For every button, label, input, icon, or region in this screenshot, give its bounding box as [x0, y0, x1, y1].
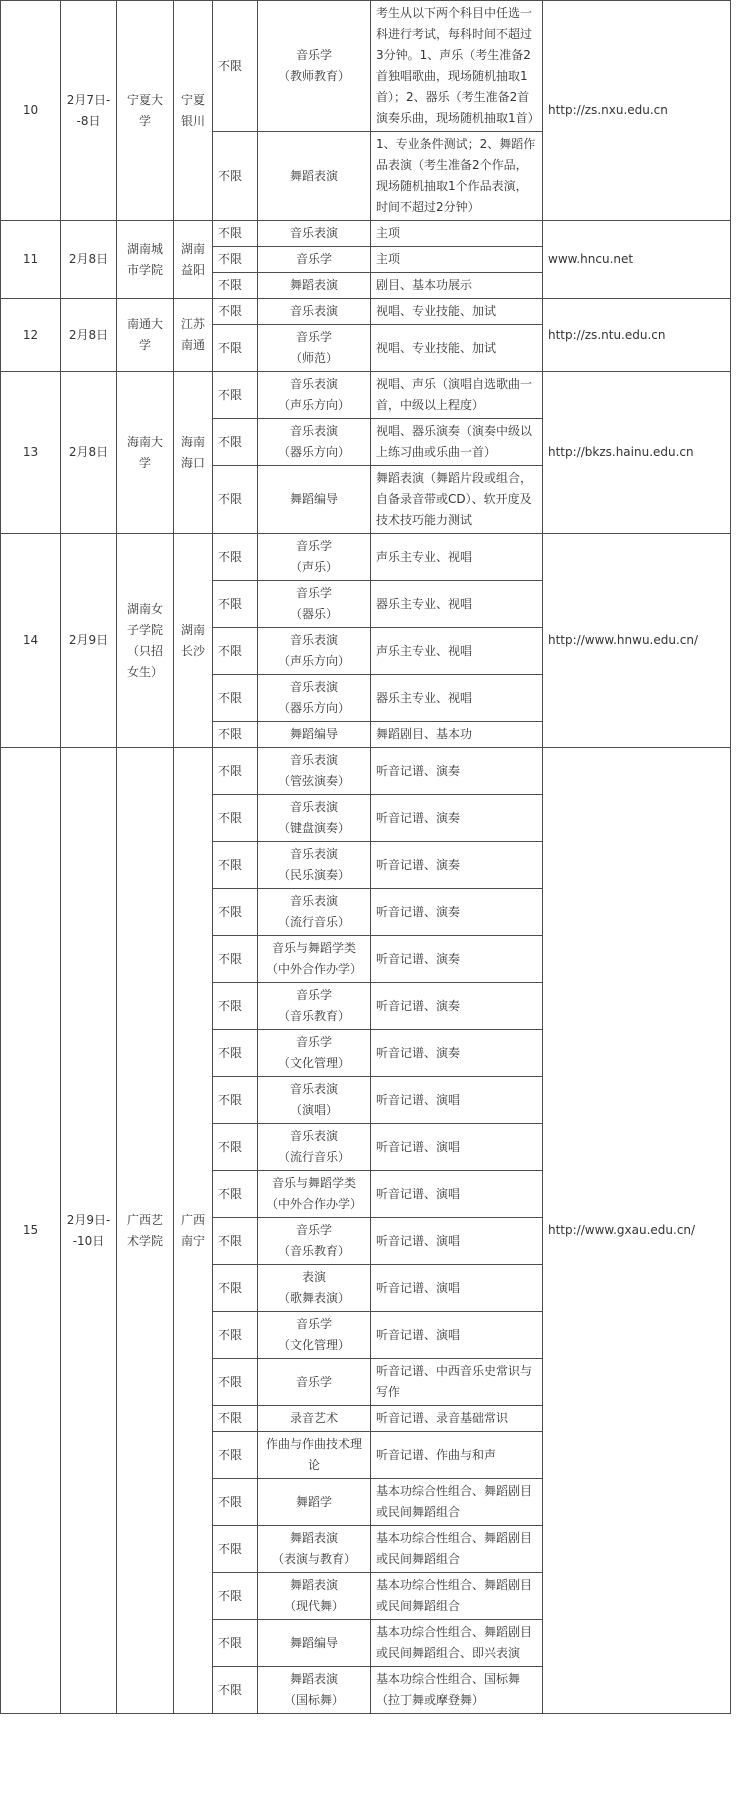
major-name: [258, 722, 371, 748]
exam-requirement: 舞蹈表演（舞蹈片段或组合，自备录音带或CD）、软开度及技术技巧能力测试: [371, 466, 543, 534]
major-line: （中外合作办学）: [265, 962, 362, 976]
major-name: [258, 534, 371, 581]
exam-date: 2月7日--8日: [61, 1, 117, 221]
major-line: （流行音乐）: [277, 1150, 350, 1164]
gender-limit: 不限: [213, 1, 258, 132]
major-line: 音乐学: [295, 586, 332, 600]
gender-limit: 不限: [213, 842, 258, 889]
gender-limit: 不限: [213, 1620, 258, 1667]
major-name: [258, 1124, 371, 1171]
major-name: [258, 581, 371, 628]
exam-requirement: 主项: [371, 247, 543, 273]
school-number: 12: [1, 299, 61, 372]
major-line: 音乐学: [295, 1374, 332, 1389]
exam-requirement: 听音记谱、录音基础常识: [371, 1406, 543, 1432]
school-website: http://bkzs.hainu.edu.cn: [543, 372, 731, 534]
major-line: 音乐学: [295, 988, 332, 1002]
major-line: （教师教育）: [277, 69, 350, 83]
exam-requirement: 听音记谱、作曲与和声: [371, 1432, 543, 1479]
exam-requirement: 听音记谱、演唱: [371, 1171, 543, 1218]
major-name: [258, 132, 371, 221]
school-name: 宁夏大学: [117, 1, 174, 221]
gender-limit: 不限: [213, 936, 258, 983]
exam-requirement: 听音记谱、演唱: [371, 1077, 543, 1124]
school-website: http://www.hnwu.edu.cn/: [543, 534, 731, 748]
exam-requirement: 听音记谱、中西音乐史常识与写作: [371, 1359, 543, 1406]
major-name: [258, 466, 371, 534]
gender-limit: 不限: [213, 1667, 258, 1714]
major-name: [258, 1573, 371, 1620]
major-line: （器乐）: [289, 607, 338, 621]
major-line: 音乐学: [295, 252, 332, 266]
major-name: [258, 247, 371, 273]
major-line: （歌舞表演）: [277, 1291, 350, 1305]
gender-limit: 不限: [213, 1218, 258, 1265]
major-line: （声乐方向）: [277, 654, 350, 668]
exam-requirement: 基本功综合性组合、舞蹈剧目或民间舞蹈组合: [371, 1526, 543, 1573]
major-line: 音乐表演: [289, 377, 338, 391]
major-name: [258, 1620, 371, 1667]
major-line: 音乐表演: [289, 847, 338, 861]
exam-date: 2月9日--10日: [61, 748, 117, 1714]
exam-requirement: 器乐主专业、视唱: [371, 675, 543, 722]
school-number: 13: [1, 372, 61, 534]
school-location: 宁夏银川: [174, 1, 213, 221]
major-line: （音乐教育）: [277, 1009, 350, 1023]
exam-requirement: 声乐主专业、视唱: [371, 534, 543, 581]
major-line: 音乐表演: [289, 1082, 338, 1096]
school-location: 广西南宁: [174, 748, 213, 1714]
major-line: 音乐表演: [289, 800, 338, 814]
major-name: [258, 936, 371, 983]
major-line: （文化管理）: [277, 1338, 350, 1352]
gender-limit: 不限: [213, 1573, 258, 1620]
major-name: [258, 419, 371, 466]
gender-limit: 不限: [213, 1359, 258, 1406]
major-name: [258, 983, 371, 1030]
gender-limit: 不限: [213, 722, 258, 748]
gender-limit: 不限: [213, 889, 258, 936]
major-line: （国标舞）: [283, 1693, 344, 1707]
gender-limit: 不限: [213, 1030, 258, 1077]
table-row: [1, 748, 731, 795]
exam-requirement: 基本功综合性组合、国标舞（拉丁舞或摩登舞）: [371, 1667, 543, 1714]
major-name: [258, 299, 371, 325]
school-name: 广西艺术学院: [117, 748, 174, 1714]
gender-limit: 不限: [213, 675, 258, 722]
major-name: [258, 1030, 371, 1077]
exam-requirement: 听音记谱、演奏: [371, 889, 543, 936]
table-row: [1, 534, 731, 581]
major-name: [258, 1667, 371, 1714]
major-line: 音乐表演: [289, 753, 338, 767]
major-line: （流行音乐）: [277, 915, 350, 929]
exam-requirement: 主项: [371, 221, 543, 247]
gender-limit: 不限: [213, 1312, 258, 1359]
school-name: 湖南女子学院（只招女生）: [117, 534, 174, 748]
gender-limit: 不限: [213, 1432, 258, 1479]
exam-requirement: 声乐主专业、视唱: [371, 628, 543, 675]
exam-requirement: 听音记谱、演奏: [371, 748, 543, 795]
exam-requirement: 基本功综合性组合、舞蹈剧目或民间舞蹈组合: [371, 1479, 543, 1526]
major-name: [258, 795, 371, 842]
major-line: （表演与教育）: [271, 1552, 356, 1566]
major-name: [258, 1359, 371, 1406]
gender-limit: 不限: [213, 1077, 258, 1124]
school-number: 10: [1, 1, 61, 221]
gender-limit: 不限: [213, 325, 258, 372]
major-name: [258, 1406, 371, 1432]
gender-limit: 不限: [213, 273, 258, 299]
major-name: [258, 221, 371, 247]
exam-requirement: 听音记谱、演唱: [371, 1218, 543, 1265]
major-line: （器乐方向）: [277, 701, 350, 715]
major-line: （管弦演奏）: [277, 774, 350, 788]
gender-limit: 不限: [213, 1526, 258, 1573]
exam-requirement: 听音记谱、演奏: [371, 936, 543, 983]
school-number: 14: [1, 534, 61, 748]
table-row: [1, 372, 731, 419]
major-name: [258, 273, 371, 299]
exam-requirement: 视唱、专业技能、加试: [371, 325, 543, 372]
exam-requirement: 听音记谱、演唱: [371, 1124, 543, 1171]
major-line: 录音艺术: [289, 1411, 338, 1425]
gender-limit: 不限: [213, 748, 258, 795]
major-line: 舞蹈学: [295, 1494, 332, 1509]
exam-table-body: [1, 1, 731, 1714]
gender-limit: 不限: [213, 221, 258, 247]
major-line: 音乐与舞蹈学类: [271, 941, 356, 955]
gender-limit: 不限: [213, 1406, 258, 1432]
major-line: 音乐与舞蹈学类: [271, 1176, 356, 1190]
major-line: 舞蹈编导: [289, 727, 338, 741]
major-line: 舞蹈表演: [289, 1531, 338, 1545]
major-line: （键盘演奏）: [277, 821, 350, 835]
major-line: （器乐方向）: [277, 445, 350, 459]
major-name: [258, 889, 371, 936]
major-line: （声乐方向）: [277, 398, 350, 412]
school-number: 11: [1, 221, 61, 299]
exam-date: 2月8日: [61, 299, 117, 372]
major-line: 音乐表演: [289, 680, 338, 694]
exam-requirement: 听音记谱、演唱: [371, 1312, 543, 1359]
exam-requirement: 听音记谱、演奏: [371, 795, 543, 842]
gender-limit: 不限: [213, 1479, 258, 1526]
major-name: [258, 325, 371, 372]
major-name: [258, 1, 371, 132]
school-website: http://zs.ntu.edu.cn: [543, 299, 731, 372]
exam-requirement: 听音记谱、演奏: [371, 983, 543, 1030]
exam-requirement: 剧目、基本功展示: [371, 273, 543, 299]
gender-limit: 不限: [213, 1124, 258, 1171]
major-name: [258, 1312, 371, 1359]
gender-limit: 不限: [213, 983, 258, 1030]
major-name: [258, 1077, 371, 1124]
gender-limit: 不限: [213, 1265, 258, 1312]
exam-requirement: 考生从以下两个科目中任选一科进行考试，每科时间不超过3分钟。1、声乐（考生准备2首独唱歌曲，现场随机抽取1首）；2、器乐（考生准备2首演奏乐曲，现场随机抽取1首）: [371, 1, 543, 132]
exam-requirement: 舞蹈剧目、基本功: [371, 722, 543, 748]
gender-limit: 不限: [213, 628, 258, 675]
major-name: [258, 748, 371, 795]
gender-limit: 不限: [213, 372, 258, 419]
exam-requirement: 器乐主专业、视唱: [371, 581, 543, 628]
major-name: [258, 675, 371, 722]
exam-requirement: 听音记谱、演奏: [371, 842, 543, 889]
exam-requirement: 视唱、声乐（演唱自选歌曲一首，中级以上程度）: [371, 372, 543, 419]
school-location: 江苏南通: [174, 299, 213, 372]
major-line: 音乐表演: [289, 633, 338, 647]
major-line: 舞蹈编导: [289, 492, 338, 506]
major-line: 音乐表演: [289, 424, 338, 438]
major-line: 音乐学: [295, 330, 332, 344]
major-line: 舞蹈表演: [289, 278, 338, 292]
exam-date: 2月9日: [61, 534, 117, 748]
major-line: 舞蹈编导: [289, 1635, 338, 1650]
school-location: 海南海口: [174, 372, 213, 534]
major-line: （现代舞）: [283, 1599, 344, 1613]
major-line: 音乐学: [295, 1317, 332, 1331]
exam-requirement: 1、专业条件测试；2、舞蹈作品表演（考生准备2个作品，现场随机抽取1个作品表演，时间不超过2分钟）: [371, 132, 543, 221]
major-name: [258, 1265, 371, 1312]
gender-limit: 不限: [213, 419, 258, 466]
major-name: [258, 628, 371, 675]
school-website: http://www.gxau.edu.cn/: [543, 748, 731, 1714]
major-name: [258, 842, 371, 889]
gender-limit: 不限: [213, 466, 258, 534]
table-row: [1, 1, 731, 132]
table-row: [1, 299, 731, 325]
major-line: （民乐演奏）: [277, 868, 350, 882]
gender-limit: 不限: [213, 581, 258, 628]
gender-limit: 不限: [213, 1171, 258, 1218]
major-line: 舞蹈表演: [289, 1672, 338, 1686]
major-line: 音乐表演: [289, 226, 338, 240]
exam-requirement: 基本功综合性组合、舞蹈剧目或民间舞蹈组合: [371, 1573, 543, 1620]
major-line: 音乐表演: [289, 304, 338, 318]
major-line: （师范）: [289, 351, 338, 365]
exam-requirement: 基本功综合性组合、舞蹈剧目或民间舞蹈组合、即兴表演: [371, 1620, 543, 1667]
school-name: 南通大学: [117, 299, 174, 372]
major-line: 音乐学: [295, 48, 332, 62]
major-line: （演唱）: [289, 1103, 338, 1117]
major-name: [258, 1479, 371, 1526]
school-location: 湖南益阳: [174, 221, 213, 299]
major-name: [258, 1432, 371, 1479]
gender-limit: 不限: [213, 795, 258, 842]
major-line: 音乐表演: [289, 894, 338, 908]
major-line: 音乐表演: [289, 1129, 338, 1143]
major-name: [258, 1526, 371, 1573]
exam-requirement: 听音记谱、演唱: [371, 1265, 543, 1312]
exam-requirement: 视唱、器乐演奏（演奏中级以上练习曲或乐曲一首）: [371, 419, 543, 466]
major-line: （中外合作办学）: [265, 1197, 362, 1211]
school-number: 15: [1, 748, 61, 1714]
exam-requirement: 视唱、专业技能、加试: [371, 299, 543, 325]
major-name: [258, 372, 371, 419]
school-website: www.hncu.net: [543, 221, 731, 299]
school-name: 海南大学: [117, 372, 174, 534]
school-name: 湖南城市学院: [117, 221, 174, 299]
major-line: （音乐教育）: [277, 1244, 350, 1258]
gender-limit: 不限: [213, 299, 258, 325]
major-line: 表演: [301, 1270, 326, 1284]
major-line: （声乐）: [289, 560, 338, 574]
major-line: 音乐学: [295, 1035, 332, 1049]
table-row: [1, 221, 731, 247]
gender-limit: 不限: [213, 132, 258, 221]
school-location: 湖南长沙: [174, 534, 213, 748]
exam-requirement: 听音记谱、演奏: [371, 1030, 543, 1077]
gender-limit: 不限: [213, 247, 258, 273]
major-name: [258, 1171, 371, 1218]
exam-date: 2月8日: [61, 221, 117, 299]
major-line: 舞蹈表演: [289, 168, 338, 183]
major-line: 舞蹈表演: [289, 1578, 338, 1592]
major-name: [258, 1218, 371, 1265]
major-line: 作曲与作曲技术理论: [265, 1437, 362, 1472]
major-line: 音乐学: [295, 1223, 332, 1237]
school-website: http://zs.nxu.edu.cn: [543, 1, 731, 221]
major-line: 音乐学: [295, 539, 332, 553]
major-line: （文化管理）: [277, 1056, 350, 1070]
gender-limit: 不限: [213, 534, 258, 581]
exam-date: 2月8日: [61, 372, 117, 534]
